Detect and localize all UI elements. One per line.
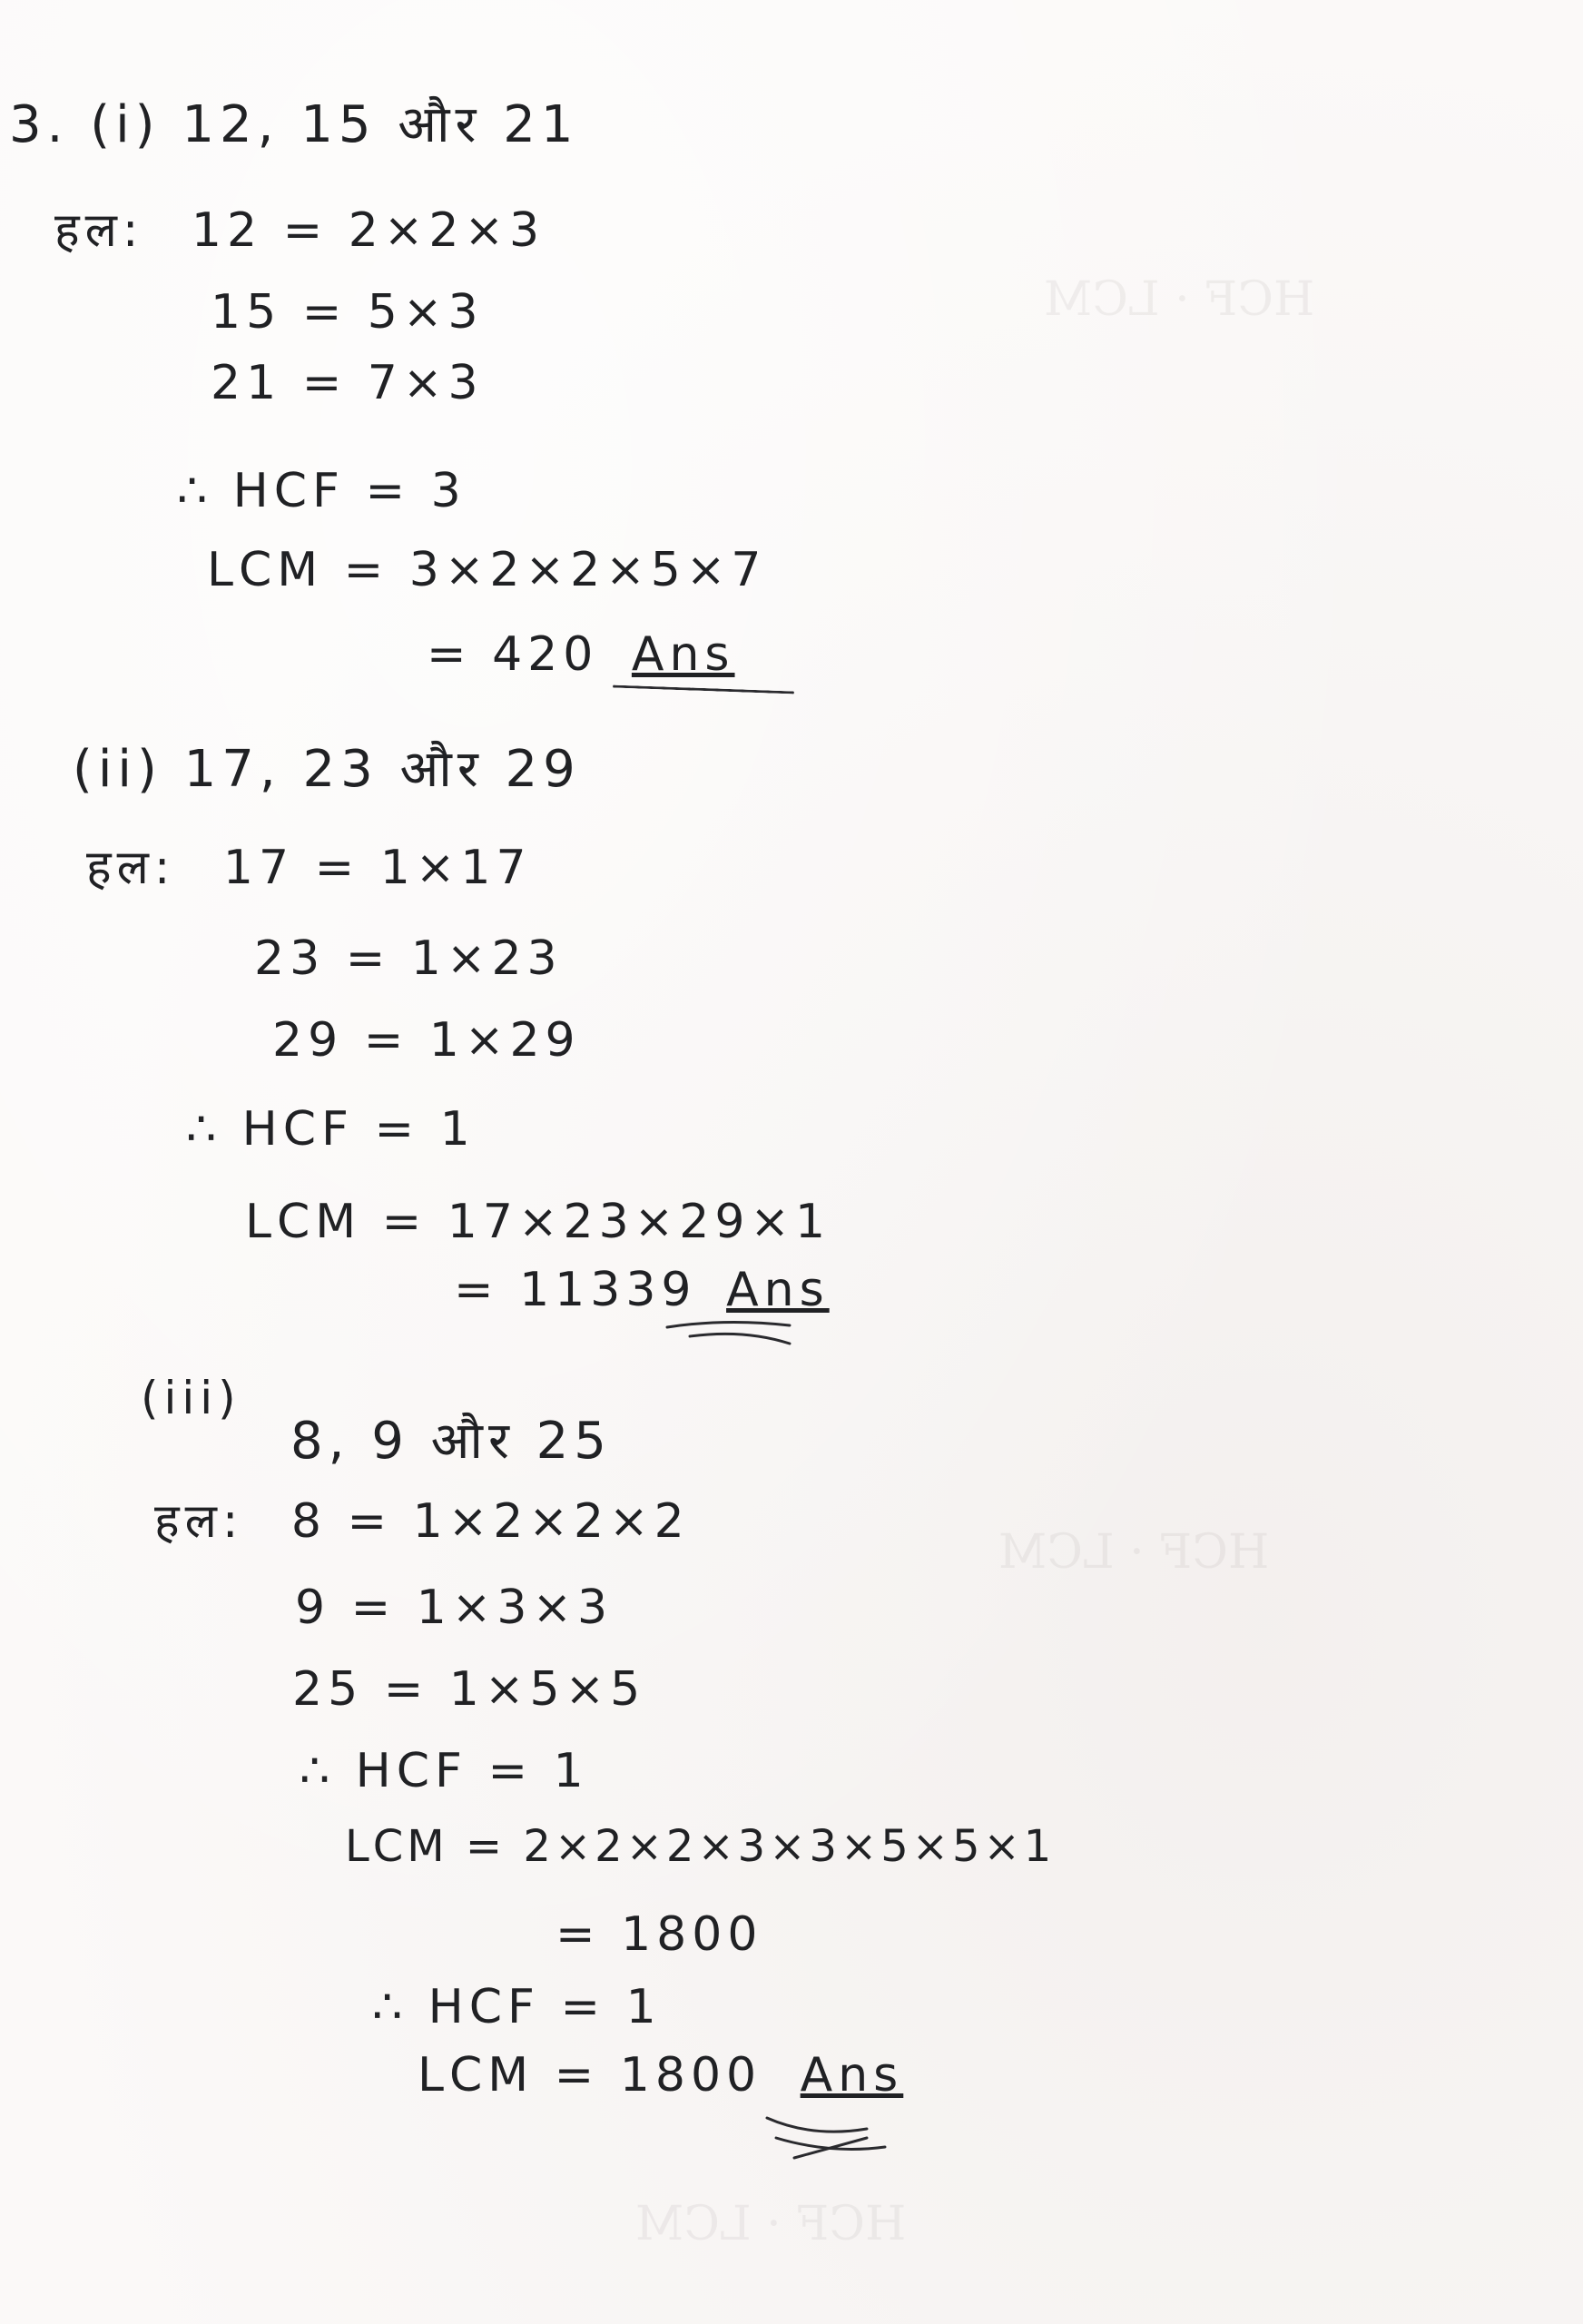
hcf-line: ∴ HCF = 3 <box>177 464 467 518</box>
hcf-line: ∴ HCF = 1 <box>300 1744 589 1798</box>
lcm-result: = 1800 <box>556 1907 763 1962</box>
problem-number: 3. <box>9 95 69 154</box>
question-text: 17, 23 और 29 <box>183 740 581 799</box>
factorization: 8 = 1×2×2×2 <box>290 1494 690 1549</box>
question-heading <box>73 740 581 799</box>
lcm-result <box>454 1263 830 1317</box>
result-value: = 11339 <box>454 1263 697 1317</box>
bleed-through-text: HCF · LCM <box>635 2197 907 2251</box>
solution-line <box>154 1494 690 1549</box>
factorization: 23 = 1×23 <box>254 931 563 986</box>
bleed-through-text: HCF · LCM <box>998 1525 1270 1580</box>
lcm-final <box>418 2048 904 2102</box>
solution-label: हल: <box>154 1494 244 1549</box>
solution-line <box>86 841 532 895</box>
hcf-line: ∴ HCF = 1 <box>186 1102 476 1157</box>
answer-underline <box>758 2111 894 2165</box>
lcm-result <box>427 627 735 682</box>
factorization: 25 = 1×5×5 <box>292 1662 646 1717</box>
question-heading <box>9 95 579 154</box>
part-label: (ii) <box>73 740 162 799</box>
factorization: 12 = 2×2×3 <box>191 203 546 258</box>
hcf-line: ∴ HCF = 1 <box>372 1980 662 2034</box>
question-text: 8, 9 और 25 <box>290 1412 612 1471</box>
lcm-line: LCM = 2×2×2×3×3×5×5×1 <box>345 1821 1056 1872</box>
factorization: 9 = 1×3×3 <box>295 1581 614 1635</box>
factorization: 21 = 7×3 <box>211 356 484 410</box>
result-value: = 420 <box>427 627 599 682</box>
result-value: LCM = 1800 <box>418 2048 762 2102</box>
factorization: 17 = 1×17 <box>222 841 532 895</box>
bleed-through-text: HCF · LCM <box>1044 272 1315 327</box>
answer-underline <box>663 1316 799 1353</box>
answer-mark: Ans <box>631 627 735 682</box>
factorization: 29 = 1×29 <box>272 1013 581 1068</box>
factorization: 15 = 5×3 <box>211 285 484 340</box>
lcm-line: LCM = 17×23×29×1 <box>245 1195 831 1249</box>
part-label: (i) <box>90 95 161 154</box>
part-label: (iii) <box>141 1372 241 1424</box>
solution-label: हल: <box>54 203 144 258</box>
solution-line <box>54 203 546 258</box>
solution-label: हल: <box>86 841 176 895</box>
answer-mark: Ans <box>726 1263 830 1317</box>
lcm-line: LCM = 3×2×2×5×7 <box>207 543 767 597</box>
question-text: 12, 15 और 21 <box>182 95 579 154</box>
answer-mark: Ans <box>800 2048 904 2102</box>
